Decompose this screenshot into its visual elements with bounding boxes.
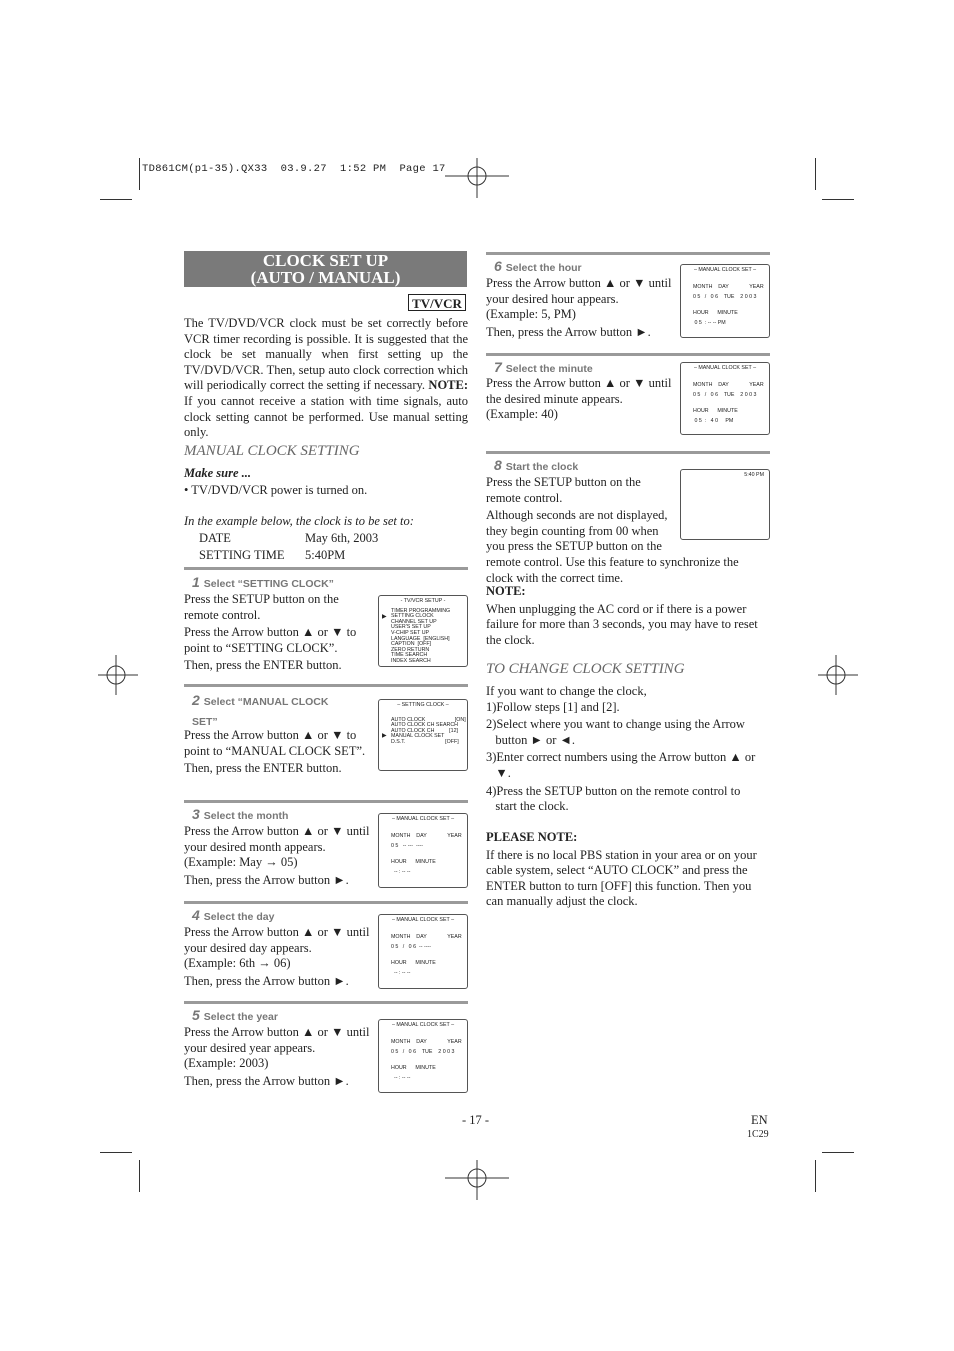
registration-mark-icon: [445, 1160, 509, 1200]
menu-item: AUTO CLOCK CH SEARCH: [391, 722, 459, 729]
menu-item: SETTING CLOCK: [391, 613, 434, 620]
step-line: your desired month appears.: [184, 839, 326, 854]
change-steps: [486, 684, 776, 815]
step-number: 6: [494, 258, 502, 274]
step-5-heading: [192, 1007, 278, 1023]
divider: [184, 684, 468, 687]
crop-mark: [822, 199, 854, 200]
step-line: remote control. Use this feature to synchronize the: [486, 554, 739, 569]
crop-mark: [100, 199, 132, 200]
note-text: When unplugging the AC cord or if there is a power failure for more than 3 seconds, you may have to reset the clock.: [486, 601, 758, 647]
step-line: remote control.: [184, 607, 261, 622]
divider: [184, 567, 468, 570]
date-labels: MONTH DAY YEAR: [391, 1038, 462, 1045]
step-line: your desired hour appears.: [486, 291, 619, 306]
change-heading: TO CHANGE CLOCK SETTING: [486, 661, 685, 677]
intro-text: The TV/DVD/VCR clock must be set correctly before VCR timer recording is possible. It is suggested that the clock be set manually when first setting up the TV/DVD/VCR. Then, setup auto clock correction which will periodically correct the setting if necessary.: [184, 316, 468, 393]
tv-screen-setting-clock: [378, 699, 468, 771]
divider: [184, 1001, 468, 1004]
date-labels: MONTH DAY YEAR: [391, 832, 462, 839]
step-title: Select the hour: [505, 262, 582, 274]
make-sure-item: • TV/DVD/VCR power is turned on.: [184, 483, 368, 497]
step-6-text: [486, 276, 686, 340]
menu-item: V-CHIP SET UP: [391, 629, 430, 636]
step-line: (Example: 40): [486, 407, 558, 422]
step-title: Select “MANUAL CLOCK: [203, 696, 329, 708]
title-line: (AUTO / MANUAL): [250, 268, 401, 287]
step-title: Start the clock: [505, 461, 579, 473]
step-line: remote control.: [486, 490, 563, 505]
step-line: clock with the correct time.: [486, 570, 624, 585]
step-line: Then, press the ENTER button.: [184, 761, 342, 776]
crop-mark: [139, 1160, 140, 1192]
doc-code: 1C29: [747, 1129, 769, 1140]
menu-item: D.S.T. [OFF]: [391, 738, 459, 745]
step-line: Press the Arrow button ▲ or ▼ to: [184, 625, 357, 640]
change-line: ▼.: [486, 765, 511, 780]
screen-title: – MANUAL CLOCK SET –: [391, 816, 455, 822]
registration-mark-icon: [818, 655, 858, 695]
time-labels: HOUR MINUTE: [391, 959, 436, 966]
step-line: (Example: May → 05): [184, 855, 298, 870]
crop-mark: [822, 1152, 854, 1153]
example-intro: In the example below, the clock is to be set to:: [184, 514, 414, 528]
step-2-text: [184, 728, 384, 777]
note-label: NOTE:: [428, 378, 469, 393]
example-date-value: May 6th, 2003: [305, 531, 379, 545]
date-labels: MONTH DAY YEAR: [693, 283, 764, 290]
clock-display: 5:40 PM: [744, 472, 764, 478]
screen-title: – MANUAL CLOCK SET –: [693, 365, 757, 371]
time-value: -- : -- --: [391, 1075, 411, 1082]
example-date-label: DATE: [199, 531, 231, 545]
date-labels: MONTH DAY YEAR: [693, 381, 764, 388]
step-line: your desired day appears.: [184, 940, 312, 955]
tv-screen-month: [378, 813, 468, 888]
make-sure: Make sure ...: [184, 466, 252, 480]
step-3-heading: [192, 806, 288, 822]
step-title: SET”: [192, 716, 218, 728]
menu-item: TIME SEARCH: [391, 652, 428, 659]
step-7-heading: [494, 359, 593, 375]
step-line: Then, press the ENTER button.: [184, 658, 342, 673]
manual-heading: MANUAL CLOCK SETTING: [184, 443, 360, 459]
screen-title: – SETTING CLOCK –: [397, 702, 449, 708]
tv-screen-day: [378, 914, 468, 989]
screen-title: – MANUAL CLOCK SET –: [391, 917, 455, 923]
screen-title: - TV/VCR SETUP -: [400, 598, 446, 604]
step-line: Press the Arrow button ▲ or ▼ until: [486, 376, 672, 390]
tv-screen-hour: [680, 264, 770, 338]
step-title: Select “SETTING CLOCK”: [203, 578, 334, 590]
please-note: [486, 830, 770, 910]
crop-mark: [815, 158, 816, 190]
step-line: point to “SETTING CLOCK”.: [184, 640, 338, 655]
time-value: -- : -- --: [391, 869, 411, 876]
time-labels: HOUR MINUTE: [391, 1064, 436, 1071]
crop-mark: [139, 158, 140, 190]
menu-item: LANGUAGE [ENGLISH]: [391, 635, 450, 642]
step-line: Press the Arrow button ▲ or ▼ until: [184, 925, 370, 939]
date-value: 0 5 / 0 6 -- ----: [391, 944, 432, 951]
tv-vcr-badge: TV/VCR: [408, 294, 466, 311]
step-line: the desired minute appears.: [486, 391, 623, 406]
title-line: CLOCK SET UP: [262, 251, 389, 270]
menu-item: MANUAL CLOCK SET: [391, 733, 445, 740]
step-1-heading: [192, 574, 334, 590]
menu-item: CAPTION [OFF]: [391, 641, 432, 648]
tv-screen-setup: [378, 595, 468, 667]
step-line: Then, press the Arrow button ►.: [486, 324, 651, 339]
step-8-heading: [494, 457, 578, 473]
example-time-value: 5:40PM: [305, 548, 346, 562]
screen-title: – MANUAL CLOCK SET –: [391, 1022, 455, 1028]
please-note-text: If there is no local PBS station in your area or on your cable system, select “AUTO CLOCK” and press the ENTER button to turn [OFF] this function. Then you can manually adjust the clock.: [486, 847, 757, 909]
menu-item: ZERO RETURN: [391, 646, 430, 653]
step-number: 4: [192, 907, 200, 923]
registration-mark-icon: [98, 655, 138, 695]
screen-title: – MANUAL CLOCK SET –: [693, 267, 757, 273]
divider: [184, 800, 468, 803]
menu-item: USER'S SET UP: [391, 624, 431, 631]
step-2-heading: [192, 690, 328, 732]
step-line: they begin counting from 00 when: [486, 523, 659, 538]
note-label: NOTE:: [486, 584, 526, 598]
date-value: 0 5 / 0 6 TUE 2 0 0 3: [693, 294, 757, 301]
time-labels: HOUR MINUTE: [693, 407, 738, 414]
cursor-arrow-icon: ▶: [382, 613, 387, 620]
step-line: Press the SETUP button on the: [184, 592, 339, 606]
divider: [486, 451, 770, 454]
step-number: 8: [494, 457, 502, 473]
tv-screen-year: [378, 1019, 468, 1093]
change-line: If you want to change the clock,: [486, 684, 647, 698]
step-7-text: [486, 376, 686, 423]
step-line: point to “MANUAL CLOCK SET”.: [184, 743, 366, 758]
cursor-arrow-icon: ▶: [382, 732, 387, 739]
time-value: 0 5 : -- -- PM: [693, 320, 726, 327]
change-line: 3)Enter correct numbers using the Arrow button ▲ or: [486, 750, 756, 765]
step-title: Select the day: [203, 911, 275, 923]
divider: [486, 252, 770, 255]
step-line: Press the Arrow button ▲ or ▼ until: [184, 1025, 370, 1039]
note-text: If you cannot receive a station with time signals, auto clock setting cannot be performed. Use manual setting only.: [184, 393, 468, 440]
divider: [184, 901, 468, 904]
example-time-label: SETTING TIME: [199, 548, 285, 562]
time-labels: HOUR MINUTE: [693, 309, 738, 316]
time-value: -- : -- --: [391, 970, 411, 977]
date-value: 0 5 -- --- ----: [391, 843, 424, 850]
change-line: 1)Follow steps [1] and [2].: [486, 699, 620, 714]
step-line: Then, press the Arrow button ►.: [184, 1073, 349, 1088]
note-2: [486, 584, 770, 648]
tv-screen-clock: [680, 469, 770, 540]
step-line: Then, press the Arrow button ►.: [184, 973, 349, 988]
menu-item: AUTO CLOCK [ON]: [391, 716, 466, 723]
time-labels: HOUR MINUTE: [391, 858, 436, 865]
step-6-heading: [494, 258, 582, 274]
step-number: 3: [192, 806, 200, 822]
step-4-heading: [192, 907, 274, 923]
please-note-label: PLEASE NOTE:: [486, 830, 578, 844]
menu-item: CHANNEL SET UP: [391, 618, 437, 625]
step-line: Press the Arrow button ▲ or ▼ until: [184, 824, 370, 838]
step-3-text: [184, 824, 384, 888]
step-title: Select the year: [203, 1011, 278, 1023]
page-title: [184, 251, 467, 287]
step-title: Select the month: [203, 810, 289, 822]
step-title: Select the minute: [505, 363, 593, 375]
step-5-text: [184, 1025, 384, 1089]
step-line: you press the SETUP button on the: [486, 539, 662, 554]
menu-item: TIMER PROGRAMMING: [391, 607, 451, 614]
date-value: 0 5 / 0 6 TUE 2 0 0 3: [693, 392, 757, 399]
step-line: (Example: 2003): [184, 1056, 269, 1071]
step-line: Press the Arrow button ▲ or ▼ to: [184, 728, 357, 742]
crop-mark: [815, 1160, 816, 1192]
crop-mark: [100, 1152, 132, 1153]
step-line: Press the SETUP button on the: [486, 475, 641, 489]
step-line: (Example: 6th → 06): [184, 956, 291, 971]
step-number: 7: [494, 359, 502, 375]
menu-item: INDEX SEARCH: [391, 657, 431, 664]
date-value: 0 5 / 0 6 TUE 2 0 0 3: [391, 1049, 455, 1056]
language-code: EN: [751, 1113, 768, 1127]
change-line: 4)Press the SETUP button on the remote control to: [486, 783, 741, 798]
step-4-text: [184, 925, 384, 989]
step-1-text: [184, 592, 384, 674]
change-line: button ► or ◄.: [486, 732, 575, 747]
step-line: your desired year appears.: [184, 1040, 316, 1055]
tv-screen-minute: [680, 362, 770, 435]
step-line: Press the Arrow button ▲ or ▼ until: [486, 276, 672, 290]
step-number: 5: [192, 1007, 200, 1023]
step-number: 1: [192, 574, 200, 590]
step-line: Then, press the Arrow button ►.: [184, 872, 349, 887]
registration-mark-icon: [445, 158, 509, 198]
step-number: 2: [192, 692, 200, 708]
intro: [184, 316, 468, 441]
step-line: Although seconds are not displayed,: [486, 508, 668, 523]
change-line: 2)Select where you want to change using the Arrow: [486, 717, 745, 732]
print-header: TD861CM(p1-35).QX33 03.9.27 1:52 PM Page 17: [142, 163, 446, 175]
divider: [486, 353, 770, 356]
page-number: - 17 -: [462, 1113, 490, 1127]
step-line: (Example: 5, PM): [486, 307, 576, 322]
menu-item: AUTO CLOCK CH [12]: [391, 727, 459, 734]
change-line: start the clock.: [486, 799, 569, 814]
date-labels: MONTH DAY YEAR: [391, 933, 462, 940]
time-value: 0 5 : 4 0 PM: [693, 418, 734, 425]
